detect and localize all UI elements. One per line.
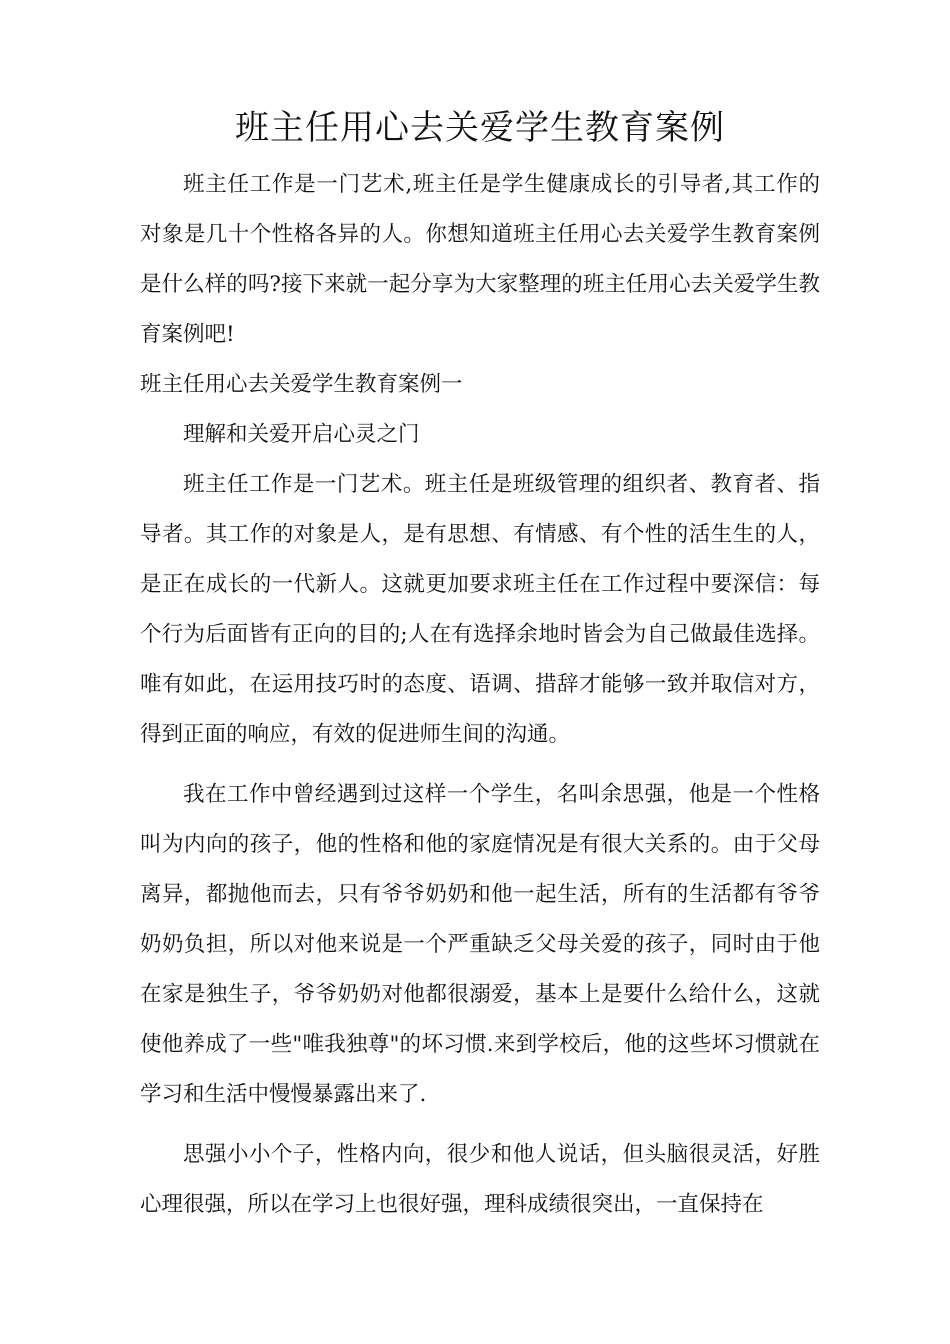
section-heading: 班主任用心去关爱学生教育案例一 — [140, 372, 463, 397]
intro-paragraph: 班主任工作是一门艺术,班主任是学生健康成长的引导者,其工作的对象是几十个性格各异的人。你想知道班主任用心去关爱学生教育案例是什么样的吗?接下来就一起分享为大家整理的班主任用心去关爱学生教育案例吧! — [140, 172, 820, 347]
body-paragraph: 班主任工作是一门艺术。班主任是班级管理的组织者、教育者、指导者。其工作的对象是人，是有思想、有情感、有个性的活生生的人，是正在成长的一代新人。这就更加要求班主任在工作过程中要深信：每个行为后面皆有正向的目的;人在有选择余地时皆会为自己做最佳选择。唯有如此，在运用技巧时的态度、语调、措辞才能够一致并取信对方，得到正面的响应，有效的促进师生间的沟通。 — [140, 472, 820, 747]
case-subtitle: 理解和关爱开启心灵之门 — [183, 422, 420, 447]
body-paragraph: 我在工作中曾经遇到过这样一个学生，名叫余思强，他是一个性格叫为内向的孩子，他的性格和他的家庭情况是有很大关系的。由于父母离异，都抛他而去，只有爷爷奶奶和他一起生活，所有的生活都有爷爷奶奶负担，所以对他来说是一个严重缺乏父母关爱的孩子，同时由于他在家是独生子，爷爷奶奶对他都很溺爱，基本上是要什么给什么，这就使他养成了一些"唯我独尊"的坏习惯.来到学校后，他的这些坏习惯就在学习和生活中慢慢暴露出来了. — [140, 782, 820, 1107]
document-title: 班主任用心去关爱学生教育案例 — [235, 108, 725, 148]
document-page — [140, 100, 820, 1230]
body-paragraph: 思强小小个子，性格内向，很少和他人说话，但头脑很灵活，好胜心理很强，所以在学习上也很好强，理科成绩很突出，一直保持在 — [140, 1142, 820, 1217]
